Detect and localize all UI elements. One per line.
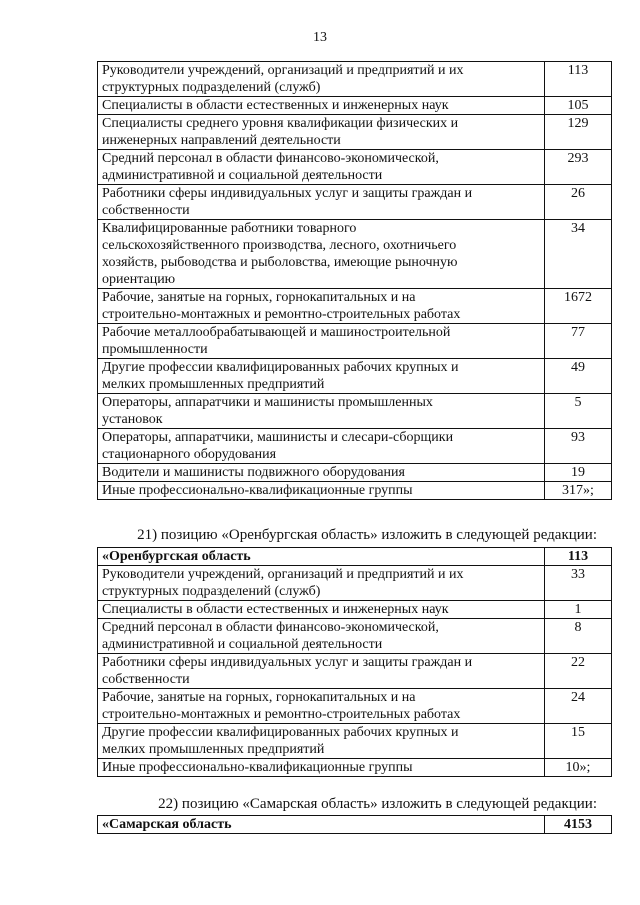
occupation-group-count: 10»; [545,759,612,777]
occupation-group-count: 93 [545,429,612,464]
occupation-table-samara [97,815,612,834]
occupation-group-count: 33 [545,566,612,601]
occupation-group-name: Водители и машинисты подвижного оборудования [98,464,545,482]
table-row [98,324,612,359]
occupation-group-name: Специалисты в области естественных и инженерных наук [98,601,545,619]
occupation-group-name: Операторы, аппаратчики и машинисты промышленных установок [98,394,545,429]
table-row [98,482,612,500]
region-name: «Оренбургская область [98,548,545,566]
table-row [98,220,612,289]
region-header-row [98,816,612,834]
table-row [98,185,612,220]
occupation-group-count: 77 [545,324,612,359]
table-row [98,394,612,429]
table-row [98,97,612,115]
occupation-group-name: Работники сферы индивидуальных услуг и защиты граждан и собственности [98,654,545,689]
occupation-group-name: Иные профессионально-квалификационные группы [98,482,545,500]
amendment-instruction-21: 21) позицию «Оренбургская область» изложить в следующей редакции: [137,527,597,543]
occupation-group-count: 49 [545,359,612,394]
table-row [98,724,612,759]
occupation-group-name: Рабочие, занятые на горных, горнокапитальных и на строительно-монтажных и ремонтно-строительных работах [98,689,545,724]
occupation-group-name: Другие профессии квалифицированных рабочих крупных и мелких промышленных предприятий [98,359,545,394]
occupation-group-name: Специалисты среднего уровня квалификации физических и инженерных направлений деятельности [98,115,545,150]
table-row [98,601,612,619]
occupation-group-count: 19 [545,464,612,482]
table-row [98,654,612,689]
occupation-group-count: 8 [545,619,612,654]
occupation-group-name: Рабочие металлообрабатывающей и машиностроительной промышленности [98,324,545,359]
occupation-group-count: 5 [545,394,612,429]
occupation-group-count: 22 [545,654,612,689]
occupation-group-count: 26 [545,185,612,220]
occupation-group-count: 317»; [545,482,612,500]
page-number: 13 [313,30,327,45]
occupation-group-count: 1 [545,601,612,619]
region-name: «Самарская область [98,816,545,834]
occupation-group-count: 293 [545,150,612,185]
occupation-group-count: 34 [545,220,612,289]
occupation-table-orenburg [97,547,612,777]
occupation-group-count: 105 [545,97,612,115]
table-row [98,359,612,394]
table-row [98,566,612,601]
occupation-group-name: Операторы, аппаратчики, машинисты и слесари-сборщики стационарного оборудования [98,429,545,464]
occupation-group-count: 113 [545,62,612,97]
occupation-group-name: Руководители учреждений, организаций и предприятий и их структурных подразделений (служб) [98,62,545,97]
table-row [98,689,612,724]
occupation-group-name: Средний персонал в области финансово-экономической, административной и социальной деятельности [98,150,545,185]
table-row [98,115,612,150]
region-total: 113 [545,548,612,566]
occupation-table-previous-region [97,61,612,500]
occupation-group-name: Иные профессионально-квалификационные группы [98,759,545,777]
region-total: 4153 [545,816,612,834]
occupation-group-name: Специалисты в области естественных и инженерных наук [98,97,545,115]
occupation-group-name: Другие профессии квалифицированных рабочих крупных и мелких промышленных предприятий [98,724,545,759]
occupation-group-count: 129 [545,115,612,150]
table-row [98,759,612,777]
table-row [98,150,612,185]
occupation-group-count: 1672 [545,289,612,324]
table-row [98,464,612,482]
occupation-group-name: Средний персонал в области финансово-экономической, административной и социальной деятельности [98,619,545,654]
table-row [98,62,612,97]
occupation-group-name: Работники сферы индивидуальных услуг и защиты граждан и собственности [98,185,545,220]
occupation-group-count: 24 [545,689,612,724]
occupation-group-name: Руководители учреждений, организаций и предприятий и их структурных подразделений (служб) [98,566,545,601]
region-header-row [98,548,612,566]
occupation-group-name: Рабочие, занятые на горных, горнокапитальных и на строительно-монтажных и ремонтно-строительных работах [98,289,545,324]
table-row [98,289,612,324]
occupation-group-count: 15 [545,724,612,759]
table-row [98,429,612,464]
amendment-instruction-22: 22) позицию «Самарская область» изложить в следующей редакции: [158,796,597,812]
table-row [98,619,612,654]
occupation-group-name: Квалифицированные работники товарного сельскохозяйственного производства, лесного, охотничьего хозяйств, рыбоводства и рыболовства, имеющие рыночную ориентацию [98,220,545,289]
